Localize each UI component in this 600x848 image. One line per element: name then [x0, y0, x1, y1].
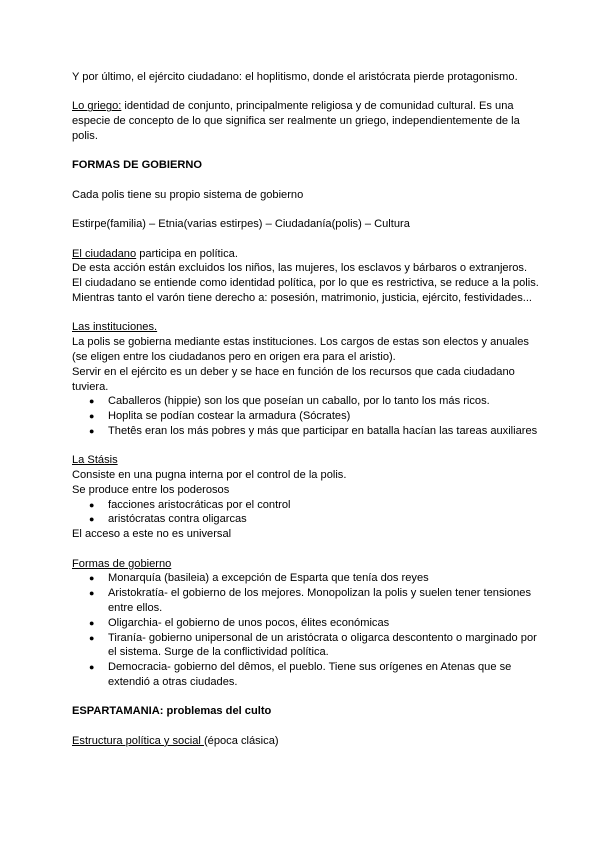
stasis-line-3: El acceso a este no es universal — [72, 528, 232, 541]
bullet-icon: ● — [89, 499, 95, 510]
list-item — [72, 512, 542, 527]
list-item — [72, 394, 542, 409]
estructura-rest: (época clásica) — [203, 734, 279, 747]
list-item — [72, 409, 542, 424]
stasis-line-1: Consiste en una pugna interna por el control de la polis. — [72, 469, 347, 482]
list-item-text: Democracia- gobierno del dêmos, el pueblo. Tiene sus orígenes en Atenas que se extendió a otras ciudades. — [108, 661, 512, 689]
stasis-label: La Stásis — [72, 454, 118, 467]
griego-label: Lo griego: — [72, 100, 122, 113]
list-item-text: Hoplita se podían costear la armadura (Sócrates) — [108, 410, 351, 423]
list-item — [72, 586, 542, 616]
list-item-text: facciones aristocráticas por el control — [108, 498, 291, 511]
ejercito-paragraph: Y por último, el ejército ciudadano: el hoplitismo, donde el aristócrata pierde protagonismo. — [72, 71, 518, 83]
document-page — [72, 70, 542, 749]
bullet-icon: ● — [89, 514, 95, 525]
formas-gobierno-heading: FORMAS DE GOBIERNO — [72, 159, 203, 172]
list-item — [72, 616, 542, 631]
list-item — [72, 498, 542, 513]
stasis-section — [72, 453, 542, 542]
griego-text: identidad de conjunto, principalmente religiosa y de comunidad cultural. Es una especie de concepto de lo que significa ser realmente un griego, independientemente de la polis. — [72, 100, 520, 142]
formas-section — [72, 557, 542, 690]
bullet-icon: ● — [89, 632, 95, 643]
estirpe-line: Estirpe(familia) – Etnia(varias estirpes) – Ciudadanía(polis) – Cultura — [72, 218, 410, 231]
bullet-icon: ● — [89, 662, 95, 673]
list-item — [72, 631, 542, 661]
list-item-text: aristócratas contra oligarcas — [108, 513, 247, 526]
list-item-text: Tiranía- gobierno unipersonal de un aristócrata o oligarca descontento o marginado por el sistema. Surge de la conflictividad política. — [108, 631, 537, 659]
stasis-line-2: Se produce entre los poderosos — [72, 483, 230, 496]
formas-label: Formas de gobierno — [72, 557, 172, 570]
instituciones-section — [72, 320, 542, 438]
list-item-text: Monarquía (basileia) a excepción de Esparta que tenía dos reyes — [108, 572, 429, 585]
cada-polis-line: Cada polis tiene su propio sistema de gobierno — [72, 188, 304, 201]
ciudadano-line-1: De esta acción están excluidos los niños, las mujeres, los esclavos y bárbaros o extranjeros. — [72, 262, 528, 275]
bullet-icon: ● — [89, 573, 95, 584]
list-item — [72, 424, 542, 439]
instituciones-line-1: La polis se gobierna mediante estas instituciones. Los cargos de estas son electos y anuales (se eligen entre los ciudadanos pero en origen era para el aristio). — [72, 336, 529, 363]
bullet-icon: ● — [89, 411, 95, 422]
list-item-text: Oligarchia- el gobierno de unos pocos, élites económicas — [108, 616, 390, 629]
list-item-text: Caballeros (hippie) son los que poseían un caballo, por lo tanto los más ricos. — [108, 395, 490, 408]
griego-paragraph — [72, 99, 542, 143]
list-item — [72, 660, 542, 690]
ciudadano-line-2: El ciudadano se entiende como identidad política, por lo que es restrictiva, se reduce a la polis. Mientras tanto el varón tiene derecho a: posesión, matrimonio, justicia, ejército, festividades... — [72, 277, 539, 304]
ciudadano-label-rest: participa en política. — [136, 247, 238, 260]
bullet-icon: ● — [89, 617, 95, 628]
ciudadano-label: El ciudadano — [72, 247, 137, 260]
stasis-list — [72, 498, 542, 528]
list-item — [72, 571, 542, 586]
instituciones-label: Las instituciones. — [72, 321, 158, 334]
espartamania-heading: ESPARTAMANIA: problemas del culto — [72, 705, 272, 718]
list-item-text: Thetês eran los más pobres y más que participar en batalla hacían las tareas auxiliares — [108, 424, 538, 437]
estructura-label: Estructura política y social — [72, 734, 204, 747]
ciudadano-section — [72, 247, 542, 306]
bullet-icon: ● — [89, 425, 95, 436]
bullet-icon: ● — [89, 396, 95, 407]
list-item-text: Aristokratía- el gobierno de los mejores. Monopolizan la polis y suelen tener tensiones entre ellos. — [108, 587, 532, 615]
estructura-line — [72, 734, 542, 749]
bullet-icon: ● — [89, 588, 95, 599]
instituciones-line-2: Servir en el ejército es un deber y se hace en función de los recursos que cada ciudadano tuviera. — [72, 365, 515, 393]
ciudadano-heading — [72, 247, 542, 262]
formas-list — [72, 571, 542, 689]
instituciones-list — [72, 394, 542, 438]
